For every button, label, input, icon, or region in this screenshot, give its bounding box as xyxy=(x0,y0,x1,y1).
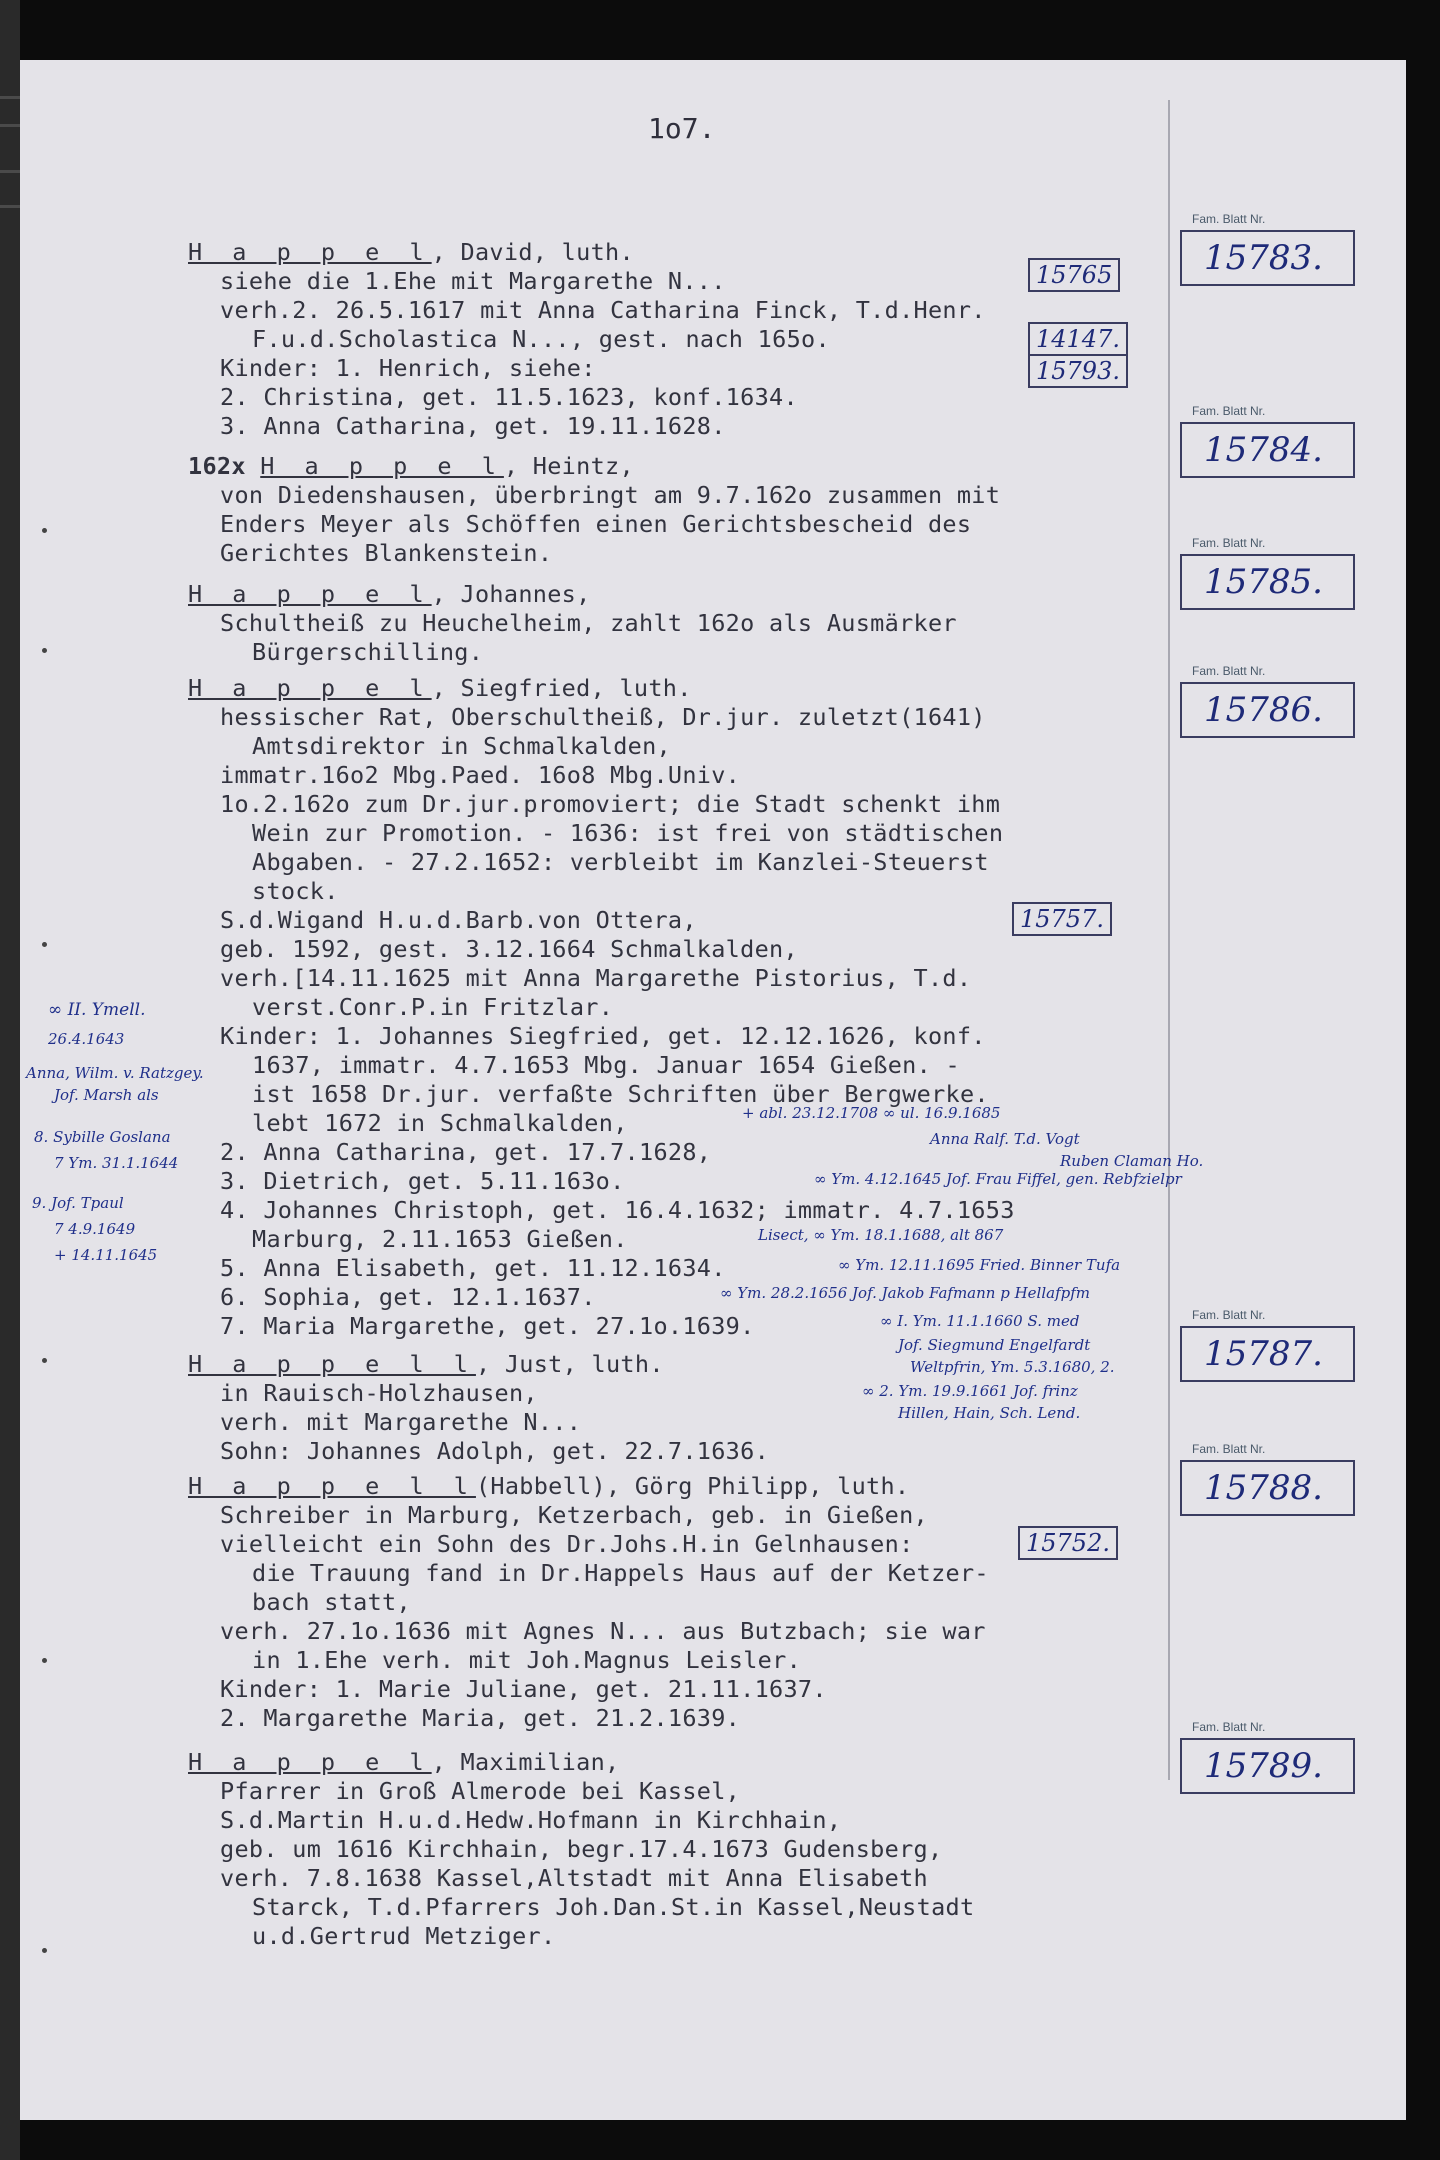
entry-line: Bürgerschilling. xyxy=(252,638,484,666)
entry-line: Gerichtes Blankenstein. xyxy=(220,539,553,567)
fam-label: Fam. Blatt Nr. xyxy=(1192,536,1266,550)
margin-dot xyxy=(42,648,47,653)
entry-line: immatr.16o2 Mbg.Paed. 16o8 Mbg.Univ. xyxy=(220,761,741,789)
entry-line: siehe die 1.Ehe mit Margarethe N... xyxy=(220,267,726,295)
entry-prefix: 162x xyxy=(188,452,246,480)
entry-line: stock. xyxy=(252,877,339,905)
entry-maximilian xyxy=(188,1748,1178,1951)
entry-line: 5. Anna Elisabeth, get. 11.12.1634. xyxy=(220,1254,726,1282)
binder-edge xyxy=(0,0,20,2160)
handwritten-note: Jof. Siegmund Engelfardt xyxy=(898,1336,1091,1354)
entry-line: ist 1658 Dr.jur. verfaßte Schriften über Bergwerke. xyxy=(252,1080,989,1108)
fam-number: 15787. xyxy=(1180,1326,1355,1382)
entry-line: 2. Christina, get. 11.5.1623, konf.1634. xyxy=(220,383,798,411)
handwritten-note: 26.4.1643 xyxy=(48,1030,125,1048)
entry-line: , David, luth. xyxy=(431,238,634,266)
entry-line: Starck, T.d.Pfarrers Joh.Dan.St.in Kassel,Neustadt xyxy=(252,1893,975,1921)
entry-line: von Diedenshausen, überbringt am 9.7.162o zusammen mit xyxy=(220,481,1001,509)
ref-box: 14147. xyxy=(1028,322,1128,356)
entry-line: S.d.Wigand H.u.d.Barb.von Ottera, xyxy=(220,906,697,934)
handwritten-note: Hillen, Hain, Sch. Lend. xyxy=(898,1404,1081,1422)
entry-line: in 1.Ehe verh. mit Joh.Magnus Leisler. xyxy=(252,1646,802,1674)
entry-line: geb. 1592, gest. 3.12.1664 Schmalkalden, xyxy=(220,935,798,963)
margin-dot xyxy=(42,1358,47,1363)
surname: H a p p e l l xyxy=(188,1350,476,1378)
fam-blatt-entry xyxy=(1180,212,1355,286)
entry-line: F.u.d.Scholastica N..., gest. nach 165o. xyxy=(252,325,830,353)
entry-line: 3. Dietrich, get. 5.11.163o. xyxy=(220,1167,625,1195)
surname: H a p p e l xyxy=(188,580,432,608)
ref-box: 15757. xyxy=(1012,902,1112,936)
handwritten-note: Lisect, ∞ Ym. 18.1.1688, alt 867 xyxy=(758,1226,1004,1244)
fam-label: Fam. Blatt Nr. xyxy=(1192,1720,1266,1734)
margin-dot xyxy=(42,528,47,533)
fam-number: 15786. xyxy=(1180,682,1355,738)
entry-line: hessischer Rat, Oberschultheiß, Dr.jur. zuletzt(1641) xyxy=(220,703,986,731)
surname: H a p p e l xyxy=(188,1748,432,1776)
entry-line: 6. Sophia, get. 12.1.1637. xyxy=(220,1283,596,1311)
entry-line: Sohn: Johannes Adolph, get. 22.7.1636. xyxy=(220,1437,770,1465)
fam-number: 15785. xyxy=(1180,554,1355,610)
surname: H a p p e l xyxy=(260,452,504,480)
handwritten-note: ∞ Ym. 12.11.1695 Fried. Binner Tufa xyxy=(838,1256,1121,1274)
entry-line: , Heintz, xyxy=(503,452,634,480)
ref-box: 15752. xyxy=(1018,1526,1118,1560)
surname: H a p p e l xyxy=(188,238,432,266)
entry-line: Kinder: 1. Henrich, siehe: xyxy=(220,354,596,382)
handwritten-note: ∞ Ym. 28.2.1656 Jof. Jakob Fafmann p Hellafpfm xyxy=(720,1284,1091,1302)
fam-blatt-entry xyxy=(1180,664,1355,738)
entry-line: verh. 7.8.1638 Kassel,Altstadt mit Anna Elisabeth xyxy=(220,1864,928,1892)
fam-number: 15783. xyxy=(1180,230,1355,286)
handwritten-note: Anna Ralf. T.d. Vogt xyxy=(930,1130,1080,1148)
entry-line: verh.[14.11.1625 mit Anna Margarethe Pistorius, T.d. xyxy=(220,964,972,992)
handwritten-note: Ruben Claman Ho. xyxy=(1060,1152,1204,1170)
handwritten-note: + 14.11.1645 xyxy=(54,1246,158,1264)
entry-line: 1637, immatr. 4.7.1653 Mbg. Januar 1654 Gießen. - xyxy=(252,1051,960,1079)
margin-dot xyxy=(42,942,47,947)
entry-line: Wein zur Promotion. - 1636: ist frei von städtischen xyxy=(252,819,1004,847)
entry-line: , Just, luth. xyxy=(475,1350,664,1378)
fam-number: 15784. xyxy=(1180,422,1355,478)
entry-line: Pfarrer in Groß Almerode bei Kassel, xyxy=(220,1777,741,1805)
entry-heintz xyxy=(188,452,1178,568)
fam-label: Fam. Blatt Nr. xyxy=(1192,404,1266,418)
entry-line: Amtsdirektor in Schmalkalden, xyxy=(252,732,671,760)
entry-line: lebt 1672 in Schmalkalden, xyxy=(252,1109,628,1137)
fam-label: Fam. Blatt Nr. xyxy=(1192,212,1266,226)
entry-line: verh. 27.1o.1636 mit Agnes N... aus Butzbach; sie war xyxy=(220,1617,986,1645)
entry-line: , Johannes, xyxy=(431,580,591,608)
entry-line: geb. um 1616 Kirchhain, begr.17.4.1673 Gudensberg, xyxy=(220,1835,943,1863)
entry-line: bach statt, xyxy=(252,1588,411,1616)
entry-line: Abgaben. - 27.2.1652: verbleibt im Kanzlei-Steuerst xyxy=(252,848,989,876)
fam-number: 15788. xyxy=(1180,1460,1355,1516)
entry-johannes xyxy=(188,580,1178,667)
entry-line: Kinder: 1. Marie Juliane, get. 21.11.1637. xyxy=(220,1675,827,1703)
fam-label: Fam. Blatt Nr. xyxy=(1192,1442,1266,1456)
fam-blatt-entry xyxy=(1180,1442,1355,1516)
entry-line: , Siegfried, luth. xyxy=(431,674,692,702)
entry-line: Marburg, 2.11.1653 Gießen. xyxy=(252,1225,628,1253)
entry-line: , Maximilian, xyxy=(431,1748,620,1776)
fam-blatt-entry xyxy=(1180,1308,1355,1382)
entry-line: u.d.Gertrud Metziger. xyxy=(252,1922,556,1950)
entry-line: verh. mit Margarethe N... xyxy=(220,1408,582,1436)
handwritten-note: ∞ 2. Ym. 19.9.1661 Jof. frinz xyxy=(862,1382,1078,1400)
handwritten-note: Jof. Marsh als xyxy=(54,1086,159,1104)
fam-number: 15789. xyxy=(1180,1738,1355,1794)
fam-blatt-entry xyxy=(1180,536,1355,610)
handwritten-note: 8. Sybille Goslana xyxy=(34,1128,171,1146)
margin-dot xyxy=(42,1658,47,1663)
surname: H a p p e l xyxy=(188,674,432,702)
entry-line: Schultheiß zu Heuchelheim, zahlt 162o als Ausmärker xyxy=(220,609,957,637)
entry-line: in Rauisch-Holzhausen, xyxy=(220,1379,538,1407)
surname: H a p p e l l xyxy=(188,1472,476,1500)
entry-siegfried xyxy=(188,674,1178,1341)
handwritten-note: 9. Jof. Tpaul xyxy=(32,1194,124,1212)
entry-line: 3. Anna Catharina, get. 19.11.1628. xyxy=(220,412,726,440)
entry-line: die Trauung fand in Dr.Happels Haus auf der Ketzer- xyxy=(252,1559,989,1587)
ref-box: 15765 xyxy=(1028,258,1120,292)
fam-label: Fam. Blatt Nr. xyxy=(1192,664,1266,678)
entry-goerg-philipp xyxy=(188,1472,1178,1733)
entry-line: 1o.2.162o zum Dr.jur.promoviert; die Stadt schenkt ihm xyxy=(220,790,1001,818)
page-number: 1o7. xyxy=(648,112,716,145)
entry-line: S.d.Martin H.u.d.Hedw.Hofmann in Kirchhain, xyxy=(220,1806,842,1834)
entry-line: (Habbell), Görg Philipp, luth. xyxy=(475,1472,910,1500)
handwritten-note: ∞ Ym. 4.12.1645 Jof. Frau Fiffel, gen. Rebfzielpr xyxy=(814,1170,1182,1188)
entry-line: 4. Johannes Christoph, get. 16.4.1632; immatr. 4.7.1653 xyxy=(220,1196,1015,1224)
margin-dot xyxy=(42,1948,47,1953)
entry-line: verst.Conr.P.in Fritzlar. xyxy=(252,993,614,1021)
handwritten-note: Weltpfrin, Ym. 5.3.1680, 2. xyxy=(910,1358,1115,1376)
handwritten-note: 7 Ym. 31.1.1644 xyxy=(54,1154,179,1172)
entry-line: verh.2. 26.5.1617 mit Anna Catharina Finck, T.d.Henr. xyxy=(220,296,986,324)
handwritten-note: ∞ I. Ym. 11.1.1660 S. med xyxy=(880,1312,1080,1330)
entry-line: Schreiber in Marburg, Ketzerbach, geb. in Gießen, xyxy=(220,1501,928,1529)
handwritten-note: Anna, Wilm. v. Ratzgey. xyxy=(26,1064,204,1082)
fam-label: Fam. Blatt Nr. xyxy=(1192,1308,1266,1322)
document-page xyxy=(20,60,1406,2120)
handwritten-note: 7 4.9.1649 xyxy=(54,1220,136,1238)
entry-line: 2. Anna Catharina, get. 17.7.1628, xyxy=(220,1138,712,1166)
handwritten-note: + abl. 23.12.1708 ∞ ul. 16.9.1685 xyxy=(742,1104,1001,1122)
entry-line: vielleicht ein Sohn des Dr.Johs.H.in Gelnhausen: xyxy=(220,1530,914,1558)
fam-blatt-entry xyxy=(1180,1720,1355,1794)
fam-blatt-entry xyxy=(1180,404,1355,478)
handwritten-note: ∞ II. Ymell. xyxy=(48,1000,146,1020)
ref-box: 15793. xyxy=(1028,354,1128,388)
entry-line: 2. Margarethe Maria, get. 21.2.1639. xyxy=(220,1704,741,1732)
entry-line: 7. Maria Margarethe, get. 27.1o.1639. xyxy=(220,1312,755,1340)
entry-line: Enders Meyer als Schöffen einen Gerichtsbescheid des xyxy=(220,510,972,538)
entry-line: Kinder: 1. Johannes Siegfried, get. 12.12.1626, konf. xyxy=(220,1022,986,1050)
